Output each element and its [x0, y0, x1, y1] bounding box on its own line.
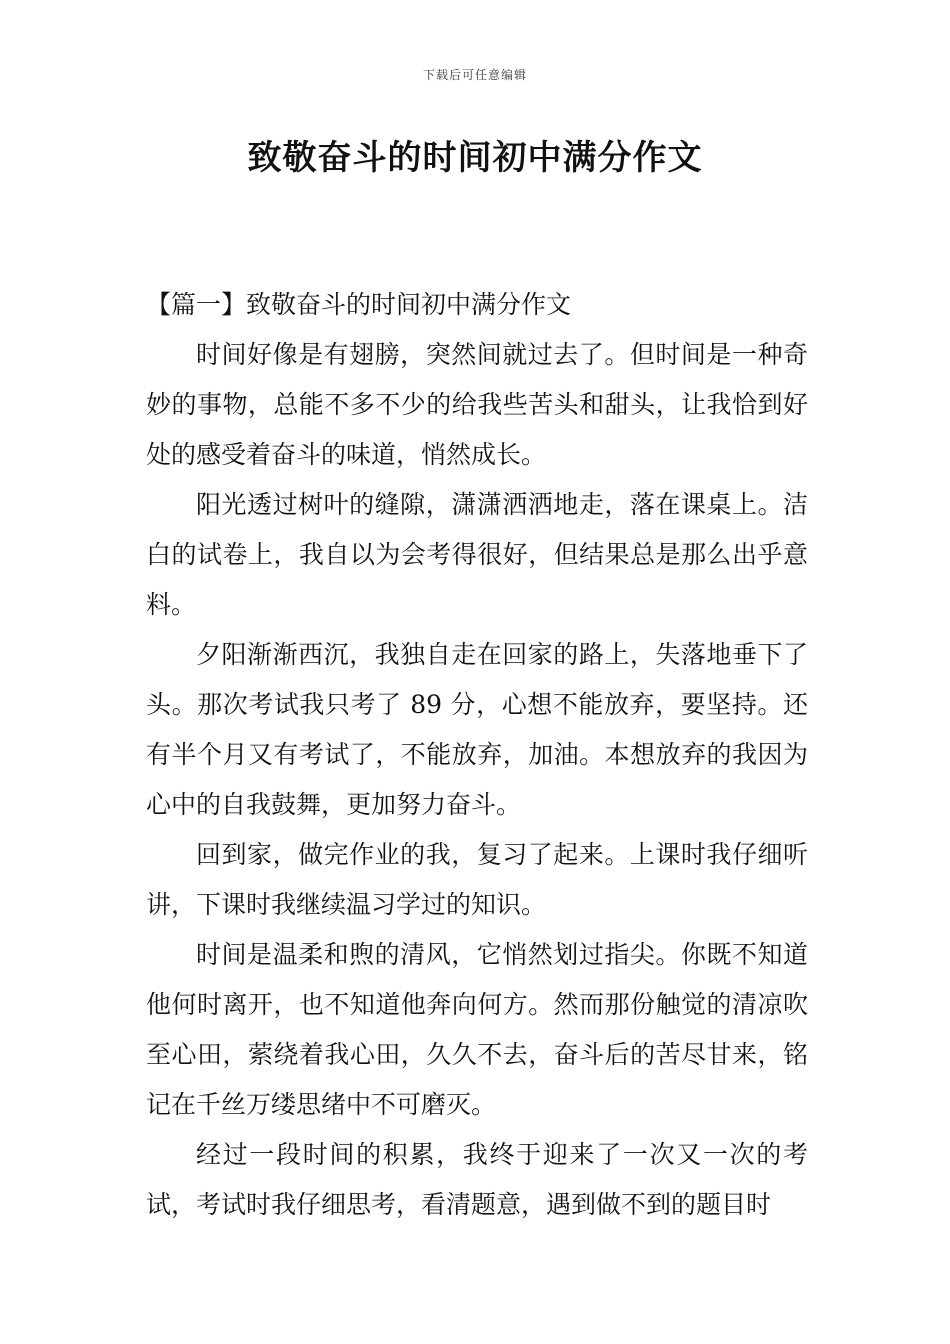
paragraph-1: 时间好像是有翅膀，突然间就过去了。但时间是一种奇妙的事物，总能不多不少的给我些苦头和甜头，让我恰到好处的感受着奋斗的味道，悄然成长。 — [146, 340, 808, 469]
section-heading: 【篇一】致敬奋斗的时间初中满分作文 — [146, 290, 572, 319]
header-note: 下载后可任意编辑 — [422, 68, 527, 82]
paragraph-6: 经过一段时间的积累，我终于迎来了一次又一次的考试，考试时我仔细思考，看清题意，遇到做不到的题目时 — [146, 1140, 808, 1219]
paragraph-4: 回到家，做完作业的我，复习了起来。上课时我仔细听讲，下课时我继续温习学过的知识。 — [146, 840, 808, 919]
document-body — [146, 280, 808, 1230]
paragraph-2: 阳光透过树叶的缝隙，潇潇洒洒地走，落在课桌上。洁白的试卷上，我自以为会考得很好，但结果总是那么出乎意料。 — [146, 490, 808, 619]
paragraph-3: 夕阳渐渐西沉，我独自走在回家的路上，失落地垂下了头。那次考试我只考了 89 分，心想不能放弃，要坚持。还有半个月又有考试了，不能放弃，加油。本想放弃的我因为心中的自我鼓舞，更加努力奋斗。 — [146, 640, 808, 819]
paragraph-5: 时间是温柔和煦的清风，它悄然划过指尖。你既不知道他何时离开，也不知道他奔向何方。然而那份触觉的清凉吹至心田，萦绕着我心田，久久不去，奋斗后的苦尽甘来，铭记在千丝万缕思绪中不可磨灭。 — [146, 940, 808, 1119]
document-title: 致敬奋斗的时间初中满分作文 — [247, 138, 703, 178]
